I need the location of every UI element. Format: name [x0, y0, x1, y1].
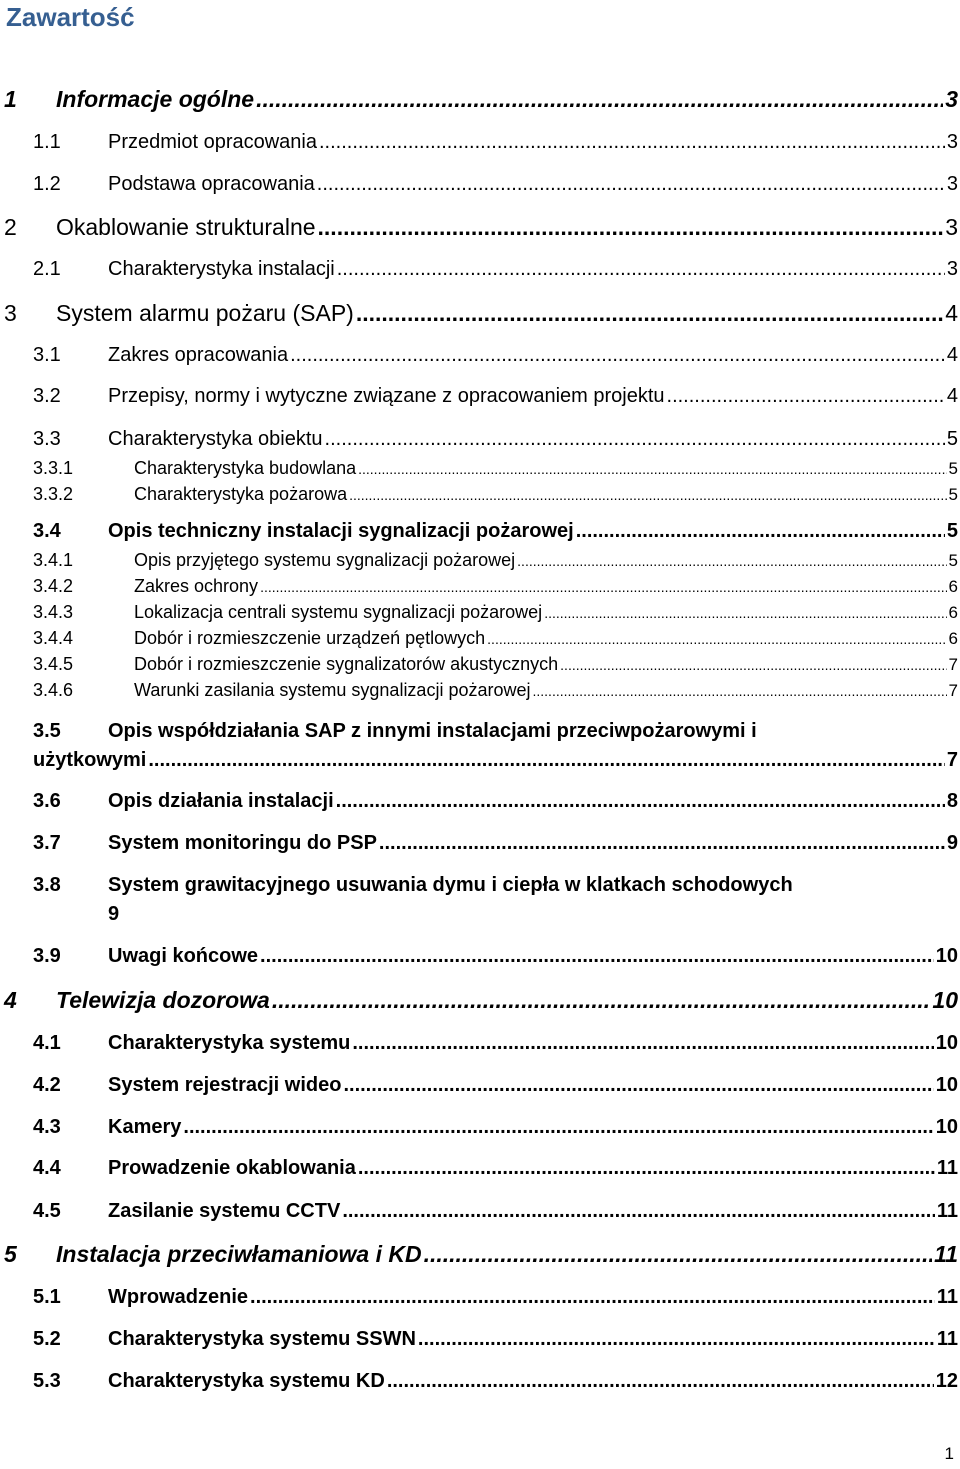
toc-entry-page: 10 — [932, 987, 958, 1013]
toc-entry-number: 4.5 — [33, 1200, 61, 1222]
toc-entry-row — [108, 903, 960, 926]
toc-entry-title: Uwagi końcowe — [108, 945, 259, 967]
toc-entry-title: Dobór i rozmieszczenie sygnalizatorów akustycznych — [134, 654, 559, 674]
toc-entry-number: 3.4 — [33, 520, 61, 542]
toc-leader-dots — [250, 1286, 935, 1309]
toc-entry-number: 1.2 — [33, 173, 61, 195]
toc-entry[interactable] — [0, 987, 960, 1014]
toc-entry-number: 3.3 — [33, 428, 61, 450]
page-number: 1 — [944, 1444, 954, 1463]
toc-entry-page: 3 — [946, 131, 958, 153]
toc-entry-title: System alarmu pożaru (SAP) — [56, 300, 354, 326]
toc-entry-number: 5.2 — [33, 1328, 61, 1350]
toc-entry[interactable] — [0, 173, 960, 196]
toc-entry-title: Instalacja przeciwłamaniowa i KD — [56, 1241, 422, 1267]
toc-entry-title: Opis działania instalacji — [108, 790, 334, 812]
toc-entry[interactable] — [0, 1286, 960, 1309]
toc-entry[interactable] — [0, 602, 960, 623]
toc-entry-page: 4 — [946, 344, 958, 366]
toc-entry-number: 3.1 — [33, 344, 61, 366]
toc-entry-page: 3 — [945, 214, 958, 240]
toc-entry-title: Dobór i rozmieszczenie urządzeń pętlowych — [134, 628, 486, 648]
toc-entry[interactable] — [0, 86, 960, 113]
toc-entry[interactable] — [0, 1032, 960, 1055]
toc-entry-number: 3.8 — [33, 874, 61, 896]
toc-leader-dots — [544, 605, 946, 621]
toc-entry[interactable] — [0, 1241, 960, 1268]
toc-entry-page: 5 — [946, 520, 958, 542]
toc-entry[interactable] — [0, 1116, 960, 1139]
toc-entry-number: 3.6 — [33, 790, 61, 812]
toc-entry-title: Opis techniczny instalacji sygnalizacji pożarowej — [108, 520, 574, 542]
toc-entry-title: Charakterystyka instalacji — [108, 258, 335, 280]
toc-entry-title: Opis przyjętego systemu sygnalizacji pożarowej — [134, 550, 516, 570]
toc-entry[interactable] — [0, 214, 960, 241]
toc-entry[interactable] — [0, 458, 960, 479]
toc-leader-dots — [517, 553, 946, 569]
toc-entry-page: 9 — [108, 903, 120, 925]
toc-leader-dots — [379, 832, 945, 855]
toc-entry-page: 11 — [936, 1286, 958, 1308]
toc-entry-number: 3.2 — [33, 385, 61, 407]
toc-leader-dots — [318, 214, 944, 241]
toc-entry[interactable] — [0, 628, 960, 649]
toc-entry-title: Charakterystyka systemu KD — [108, 1370, 385, 1392]
toc-entry[interactable] — [0, 720, 960, 780]
toc-entry[interactable] — [0, 874, 960, 934]
toc-title: Zawartość — [6, 2, 135, 32]
toc-entry[interactable] — [0, 428, 960, 451]
toc-leader-dots — [260, 945, 934, 968]
toc-entry-page: 5 — [948, 459, 958, 478]
toc-entry[interactable] — [0, 1328, 960, 1351]
toc-entry-title: Warunki zasilania systemu sygnalizacji pożarowej — [134, 680, 531, 700]
toc-leader-dots — [325, 428, 945, 451]
toc-leader-dots — [487, 631, 946, 647]
toc-entry-number: 1 — [4, 86, 17, 112]
toc-leader-dots — [560, 657, 946, 673]
toc-entry-page: 11 — [936, 1328, 958, 1350]
toc-entry-number: 3.4.6 — [33, 680, 74, 700]
toc-entry-number: 4.3 — [33, 1116, 61, 1138]
toc-entry-number: 4.1 — [33, 1032, 61, 1054]
toc-entry-page: 9 — [946, 832, 958, 854]
toc-entry[interactable] — [0, 832, 960, 855]
toc-entry-number: 4.2 — [33, 1074, 61, 1096]
toc-entry-page: 6 — [948, 603, 958, 622]
toc-entry-row — [33, 874, 793, 897]
toc-leader-dots — [148, 749, 945, 772]
toc-entry-title: Zasilanie systemu CCTV — [108, 1200, 341, 1222]
toc-entry-number: 3.4.3 — [33, 602, 74, 622]
toc-leader-dots — [337, 258, 945, 281]
toc-entry[interactable] — [0, 520, 960, 543]
toc-leader-dots — [358, 461, 946, 477]
toc-entry-row — [33, 720, 757, 743]
toc-entry-page: 3 — [945, 86, 958, 112]
toc-entry-number: 3.5 — [33, 720, 61, 742]
toc-entry[interactable] — [0, 550, 960, 571]
toc-leader-dots — [349, 487, 946, 503]
toc-entry-title: Prowadzenie okablowania — [108, 1157, 356, 1179]
toc-leader-dots — [260, 579, 946, 595]
toc-entry[interactable] — [0, 576, 960, 597]
toc-entry-number: 3.7 — [33, 832, 61, 854]
toc-entry-title: Telewizja dozorowa — [56, 987, 270, 1013]
toc-entry-number: 2 — [4, 214, 17, 240]
toc-leader-dots — [576, 520, 945, 543]
toc-leader-dots — [256, 86, 943, 113]
toc-entry[interactable] — [0, 300, 960, 327]
toc-entry-page: 10 — [935, 1032, 958, 1054]
toc-entry-number: 1.1 — [33, 131, 61, 153]
toc-entry-page: 5 — [948, 551, 958, 570]
toc-entry-title: Przepisy, normy i wytyczne związane z opracowaniem projektu — [108, 385, 665, 407]
toc-entry-title: Charakterystyka systemu — [108, 1032, 351, 1054]
toc-entry-title: Charakterystyka pożarowa — [134, 484, 348, 504]
toc-entry-title: Przedmiot opracowania — [108, 131, 317, 153]
toc-entry-page: 7 — [948, 681, 958, 700]
toc-leader-dots — [342, 1200, 935, 1223]
toc-entry-row — [33, 749, 960, 772]
toc-entry-title: Charakterystyka obiektu — [108, 428, 323, 450]
toc-entry-page: 8 — [946, 790, 958, 812]
toc-entry-page: 4 — [946, 385, 958, 407]
toc-entry-page: 6 — [948, 629, 958, 648]
toc-entry-page: 12 — [935, 1370, 958, 1392]
toc-entry-page: 5 — [948, 485, 958, 504]
toc-entry-title-continued: użytkowymi — [33, 749, 147, 771]
toc-leader-dots — [290, 344, 945, 367]
toc-leader-dots — [336, 790, 945, 813]
toc-leader-dots — [343, 1074, 933, 1097]
toc-leader-dots — [272, 987, 931, 1014]
toc-leader-dots — [352, 1032, 933, 1055]
toc-entry-number: 2.1 — [33, 258, 61, 280]
toc-entry[interactable] — [0, 1157, 960, 1180]
toc-entry-page: 11 — [934, 1241, 958, 1267]
toc-entry-title: Zakres ochrony — [134, 576, 259, 596]
toc-leader-dots — [533, 683, 947, 699]
toc-entry[interactable] — [0, 945, 960, 968]
toc-entry-number: 4.4 — [33, 1157, 61, 1179]
toc-entry-title: System monitoringu do PSP — [108, 832, 377, 854]
toc-leader-dots — [424, 1241, 933, 1268]
toc-entry-number: 5.1 — [33, 1286, 61, 1308]
toc-entry-number: 3.4.1 — [33, 550, 74, 570]
toc-entry-page: 4 — [945, 300, 958, 326]
toc-entry-page: 11 — [936, 1157, 958, 1179]
toc-entry[interactable] — [0, 1074, 960, 1097]
toc-entry-title: Okablowanie strukturalne — [56, 214, 316, 240]
toc-entry[interactable] — [0, 385, 960, 408]
toc-entry-title: Wprowadzenie — [108, 1286, 249, 1308]
toc-entry-number: 3 — [4, 300, 17, 326]
toc-entry-title: Podstawa opracowania — [108, 173, 315, 195]
toc-leader-dots — [667, 385, 945, 408]
toc-entry-title: System grawitacyjnego usuwania dymu i ciepła w klatkach schodowych — [108, 874, 793, 896]
toc-leader-dots — [319, 131, 945, 154]
toc-leader-dots — [356, 300, 943, 327]
toc-entry[interactable] — [0, 1200, 960, 1223]
toc-entry-page: 6 — [948, 577, 958, 596]
toc-entry-page: 10 — [935, 945, 958, 967]
toc-entry-number: 3.9 — [33, 945, 61, 967]
toc-entry-number: 3.3.2 — [33, 484, 74, 504]
toc-entry[interactable] — [0, 484, 960, 505]
toc-entry[interactable] — [0, 258, 960, 281]
toc-entry[interactable] — [0, 654, 960, 675]
toc-entry[interactable] — [0, 131, 960, 154]
toc-entry-number: 3.4.4 — [33, 628, 74, 648]
toc-entry-number: 5 — [4, 1241, 17, 1267]
toc-entry-title: Opis współdziałania SAP z innymi instalacjami przeciwpożarowymi i — [108, 720, 757, 742]
toc-entry[interactable] — [0, 790, 960, 813]
toc-entry-title: Lokalizacja centrali systemu sygnalizacji pożarowej — [134, 602, 543, 622]
toc-entry-number: 3.4.2 — [33, 576, 74, 596]
toc-entry-page: 10 — [935, 1074, 958, 1096]
toc-entry-page: 7 — [948, 655, 958, 674]
toc-entry-number: 4 — [4, 987, 17, 1013]
toc-entry-page: 11 — [936, 1200, 958, 1222]
toc-entry-page: 5 — [946, 428, 958, 450]
toc-entry[interactable] — [0, 680, 960, 701]
toc-entry-page: 3 — [946, 173, 958, 195]
toc-entry-title: Zakres opracowania — [108, 344, 289, 366]
toc-entry-page: 10 — [935, 1116, 958, 1138]
toc-entry-title: Informacje ogólne — [56, 86, 255, 112]
toc-entry-title: Kamery — [108, 1116, 182, 1138]
toc-entry-number: 3.4.5 — [33, 654, 74, 674]
toc-entry-page: 7 — [946, 749, 958, 771]
toc-leader-dots — [358, 1157, 935, 1180]
toc-entry-title: Charakterystyka budowlana — [134, 458, 357, 478]
toc-entry-number: 5.3 — [33, 1370, 61, 1392]
toc-entry-page: 3 — [946, 258, 958, 280]
toc-entry-title: System rejestracji wideo — [108, 1074, 342, 1096]
toc-entry-title: Charakterystyka systemu SSWN — [108, 1328, 416, 1350]
toc-entry-number: 3.3.1 — [33, 458, 74, 478]
toc-entry[interactable] — [0, 1370, 960, 1393]
toc-leader-dots — [317, 173, 945, 196]
toc-leader-dots — [387, 1370, 934, 1393]
toc-entry[interactable] — [0, 344, 960, 367]
toc-leader-dots — [183, 1116, 933, 1139]
toc-leader-dots — [418, 1328, 935, 1351]
